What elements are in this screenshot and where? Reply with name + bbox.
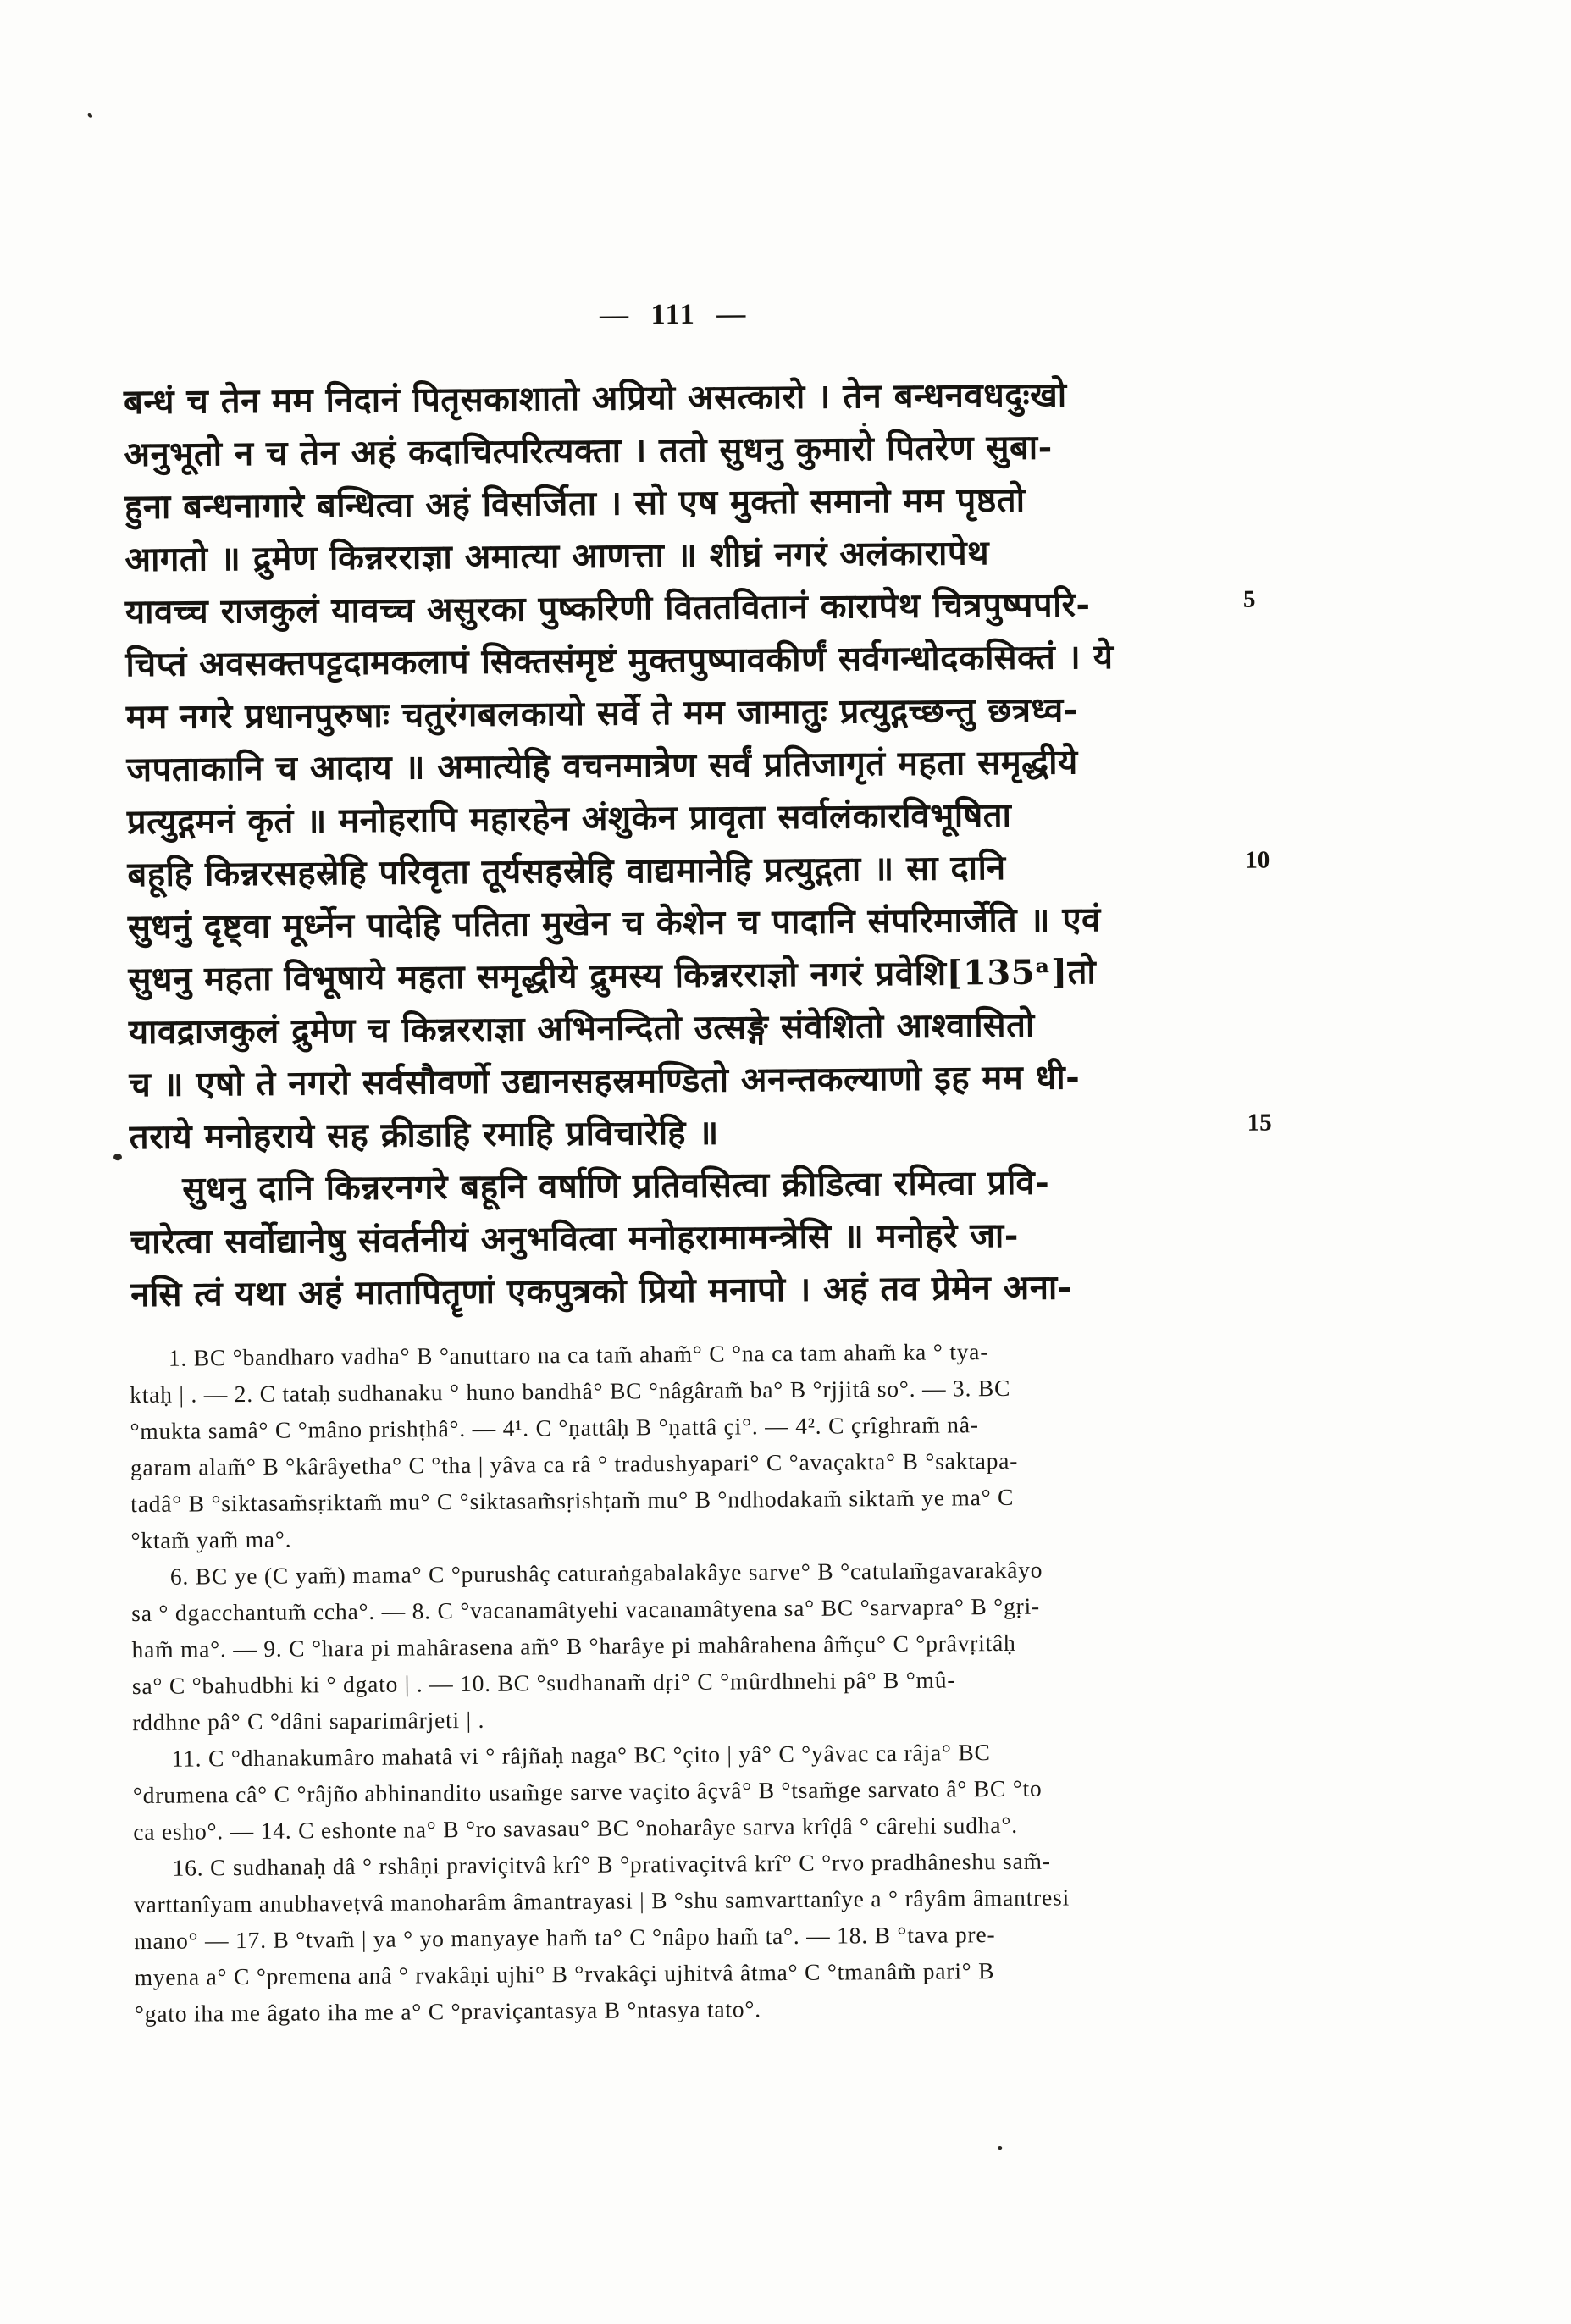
devanagari-line: सुधनु महता विभूषाये महता समृद्धीये द्रुमस्य किन्नरराज्ञो नगरं प्रवेशि[135ᵃ]तो [128, 952, 1097, 1000]
apparatus-line: 11. C °dhanakumâro mahatâ vi ° râjñaḥ naga° BC °çito | yâ° C °yâvac ca râja° BC [171, 1739, 991, 1772]
apparatus-line: garam alam̃° B °kârâyetha° C °tha | yâva ca râ ° tradushyapari° C °avaçakta° B °saktapa- [130, 1447, 1019, 1481]
devanagari-line: च ॥ एषो ते नगरो सर्वसौवर्णो उद्यानसहस्रमण्डितो अनन्तकल्याणो इह मम धी- [129, 1057, 1081, 1105]
apparatus-line: 6. BC ye (C yam̃) mama° C °purushâç caturaṅgabalakâye sarve° B °catulam̃gavarakâyo [169, 1556, 1043, 1590]
apparatus-line: ca esho°. — 14. C eshonte na° B °ro savasau° BC °noharâye sarva krîḍâ ° cârehi sudha°. [133, 1811, 1018, 1845]
devanagari-line: बन्धं च तेन मम निदानं पितृसकाशातो अप्रियो असत्कारो । तेन बन्धनवधदुःखो [123, 374, 1067, 423]
margin-line-number-15: 15 [1247, 1109, 1272, 1137]
devanagari-line: यावच्च राजकुलं यावच्च असुरका पुष्करिणी विततवितानं कारापेथ चित्रपुष्पपरि- [124, 584, 1091, 633]
apparatus-line: °drumena câ° C °râjño abhinandito usam̃ge sarve vaçito âçvâ° B °tsam̃ge sarvato â° BC °to [132, 1774, 1043, 1809]
devanagari-line: बहूहि किन्नरसहस्रेहि परिवृता तूर्यसहस्रेहि वाद्यमानेहि प्रत्युद्गता ॥ सा दानि [127, 847, 1006, 895]
margin-line-number-10: 10 [1245, 846, 1270, 874]
devanagari-line: आगतो ॥ द्रुमेण किन्नरराज्ञा अमात्या आणत्ता ॥ शीघ्रं नगरं अलंकारापेथ [124, 533, 990, 580]
devanagari-line: अनुभूतो न च तेन अहं कदाचित्परित्यक्ता । ततो सुधनु कुमारो पितरेण सुबा- [124, 427, 1053, 475]
apparatus-line: °ktam̃ yam̃ ma°. [130, 1525, 292, 1554]
devanagari-line: सुधनुं दृष्ट्वा मूर्ध्नेन पादेहि पतिता मुखेन च केशेन च पादानि संपरिमार्जेति ॥ एवं [127, 899, 1101, 948]
apparatus-line: ktaḥ | . — 2. C tataḥ sudhanaku ° huno bandhâ° BC °nâgâram̃ ba° B °rjjitâ so°. — 3. BC [130, 1374, 1011, 1408]
apparatus-line: mano° — 17. B °tvam̃ | ya ° yo manyaye ham̃ ta° C °nâpo ham̃ ta°. — 18. B °tava pre- [134, 1921, 996, 1955]
apparatus-line: varttanîyam anubhaveṭvâ manoharâm âmantrayasi | B °shu samvarttanîye a ° râyâm âmantresi [133, 1884, 1070, 1918]
margin-line-number-5: 5 [1242, 585, 1256, 613]
apparatus-block [130, 1331, 1261, 2032]
apparatus-line: ham̃ ma°. — 9. C °hara pi mahârasena am̃° B °harâye pi mahârahena âm̃çu° C °prâvṛitâḥ [131, 1629, 1016, 1663]
devanagari-line: तराये मनोहराये सह क्रीडाहि रमाहि प्रविचारेहि ॥ [129, 1112, 719, 1158]
ink-speck [87, 113, 93, 119]
apparatus-line: myena a° C °premena anâ ° rvakâṇi ujhi° B °rvakâçi ujhitvâ âtma° C °tmanâm̃ pari° B [134, 1957, 995, 1991]
page-number: — 111 — [599, 298, 748, 331]
apparatus-line: sa° C °bahudbhi ki ° dgato | . — 10. BC °sudhanam̃ dṛi° C °mûrdhnehi pâ° B °mû- [131, 1666, 956, 1700]
apparatus-line: rddhne pâ° C °dâni saparimârjeti | . [132, 1706, 485, 1736]
devanagari-line: मम नगरे प्रधानपुरुषाः चतुरंगबलकायो सर्वे ते मम जामातुः प्रत्युद्गच्छन्तु छत्रध्व- [125, 689, 1079, 738]
apparatus-line: sa ° dgacchantum̃ ccha°. — 8. C °vacanamâtyehi vacanamâtyena sa° BC °sarvapra° B °gṛi- [131, 1592, 1041, 1627]
devanagari-line: सुधनु दानि किन्नरनगरे बहूनि वर्षाणि प्रतिवसित्वा क्रीडित्वा रमित्वा प्रवि- [182, 1162, 1050, 1209]
main-text-block [124, 368, 1258, 1321]
ink-speck [862, 423, 866, 426]
apparatus-line: °gato iha me âgato iha me a° C °praviçantasya B °ntasya tato°. [134, 1995, 761, 2028]
devanagari-line: नसि त्वं यथा अहं मातापितॄणां एकपुत्रको प्रियो मनापो । अहं तव प्रेमेन अना- [130, 1267, 1073, 1315]
devanagari-line: जपताकानि च आदाय ॥ अमात्येहि वचनमात्रेण सर्वं प्रतिजागृतं महता समृद्धीये [126, 742, 1078, 790]
apparatus-line: tadâ° B °siktasam̃sṛiktam̃ mu° C °siktasam̃sṛishṭam̃ mu° B °ndhodakam̃ siktam̃ ye ma° C [130, 1483, 1015, 1518]
apparatus-line: °mukta samâ° C °mâno prishṭhâ°. — 4¹. C °ṇattâḥ B °ṇattâ çi°. — 4². C çrîghram̃ nâ- [130, 1411, 979, 1445]
devanagari-line: प्रत्युद्गमनं कृतं ॥ मनोहरापि महारहेन अंशुकेन प्रावृता सर्वालंकारविभूषिता [126, 794, 1012, 843]
ink-speck [113, 1154, 122, 1160]
devanagari-line: यावद्राजकुलं द्रुमेण च किन्नरराज्ञा अभिनन्दितो उत्सङ्गे संवेशितो आश्वासितो [128, 1004, 1035, 1053]
devanagari-line: हुना बन्धनागारे बन्धित्वा अहं विसर्जिता । सो एष मुक्तो समानो मम पृष्ठतो [124, 479, 1026, 528]
ink-speck [998, 2146, 1002, 2150]
devanagari-line: चारेत्वा सर्वोद्यानेषु संवर्तनीयं अनुभवित्वा मनोहरामामन्त्रेसि ॥ मनोहरे जा- [130, 1215, 1020, 1263]
devanagari-line: चिप्तं अवसक्तपट्टदामकलापं सिक्तसंमृष्टं मुक्तपुष्पावकीर्णं सर्वगन्धोदकसिक्तं । ये [125, 636, 1114, 685]
apparatus-line: 16. C sudhanaḥ dâ ° rshâṇi praviçitvâ krî° B °prativaçitvâ krî° C °rvo pradhâneshu sam̃- [172, 1847, 1051, 1881]
apparatus-line: 1. BC °bandharo vadha° B °anuttaro na ca tam̃ aham̃° C °na ca tam aham̃ ka ° tya- [168, 1338, 989, 1371]
